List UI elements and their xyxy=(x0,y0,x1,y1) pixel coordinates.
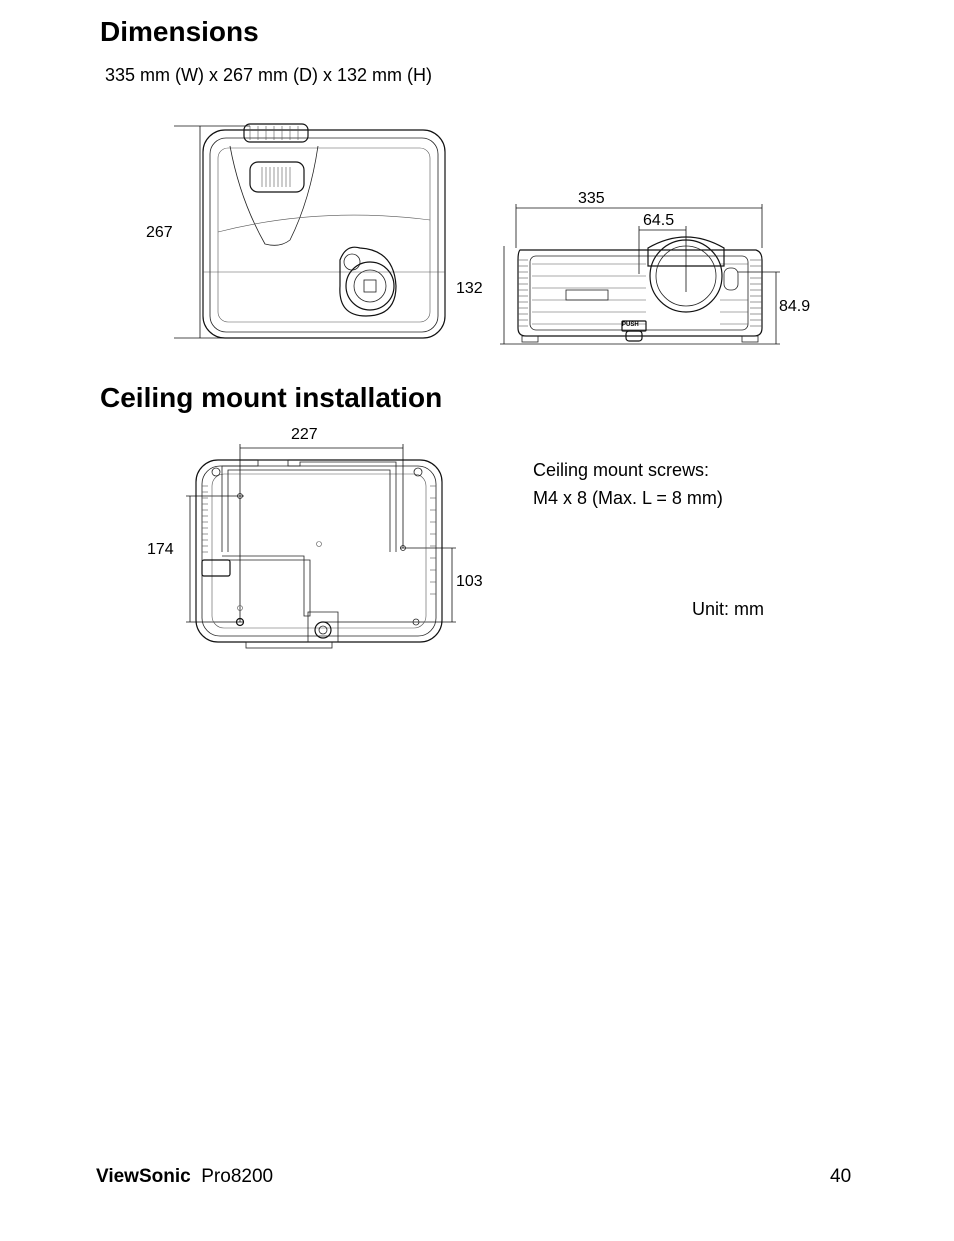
dimensions-summary: 335 mm (W) x 267 mm (D) x 132 mm (H) xyxy=(105,65,433,85)
footer-brand: ViewSonic xyxy=(96,1166,191,1187)
push-label: PUSH xyxy=(622,322,639,328)
front-view-width-label: 335 xyxy=(578,190,605,207)
page-number: 40 xyxy=(830,1166,852,1187)
projector-top-view-diagram xyxy=(170,120,460,350)
ceiling-screws-title: Ceiling mount screws: xyxy=(533,460,710,480)
front-view-lens-offset-label: 64.5 xyxy=(643,212,675,229)
footer-model: Pro8200 xyxy=(201,1166,274,1187)
ceiling-heading: Ceiling mount installation xyxy=(100,382,443,413)
top-view-height-label: 132 xyxy=(456,280,483,297)
ceiling-span-x-label: 227 xyxy=(291,426,318,443)
dimensions-heading: Dimensions xyxy=(100,16,259,47)
ceiling-offset-y-label: 103 xyxy=(456,573,483,590)
top-view-depth-label: 267 xyxy=(146,224,173,241)
front-view-lens-height-label: 84.9 xyxy=(779,298,811,315)
ceiling-screws-spec: M4 x 8 (Max. L = 8 mm) xyxy=(533,488,723,508)
footer-product xyxy=(96,1166,273,1188)
ceiling-mount-bottom-view-diagram xyxy=(182,442,462,658)
unit-label: Unit: mm xyxy=(692,599,764,619)
ceiling-span-y-label: 174 xyxy=(147,541,174,558)
